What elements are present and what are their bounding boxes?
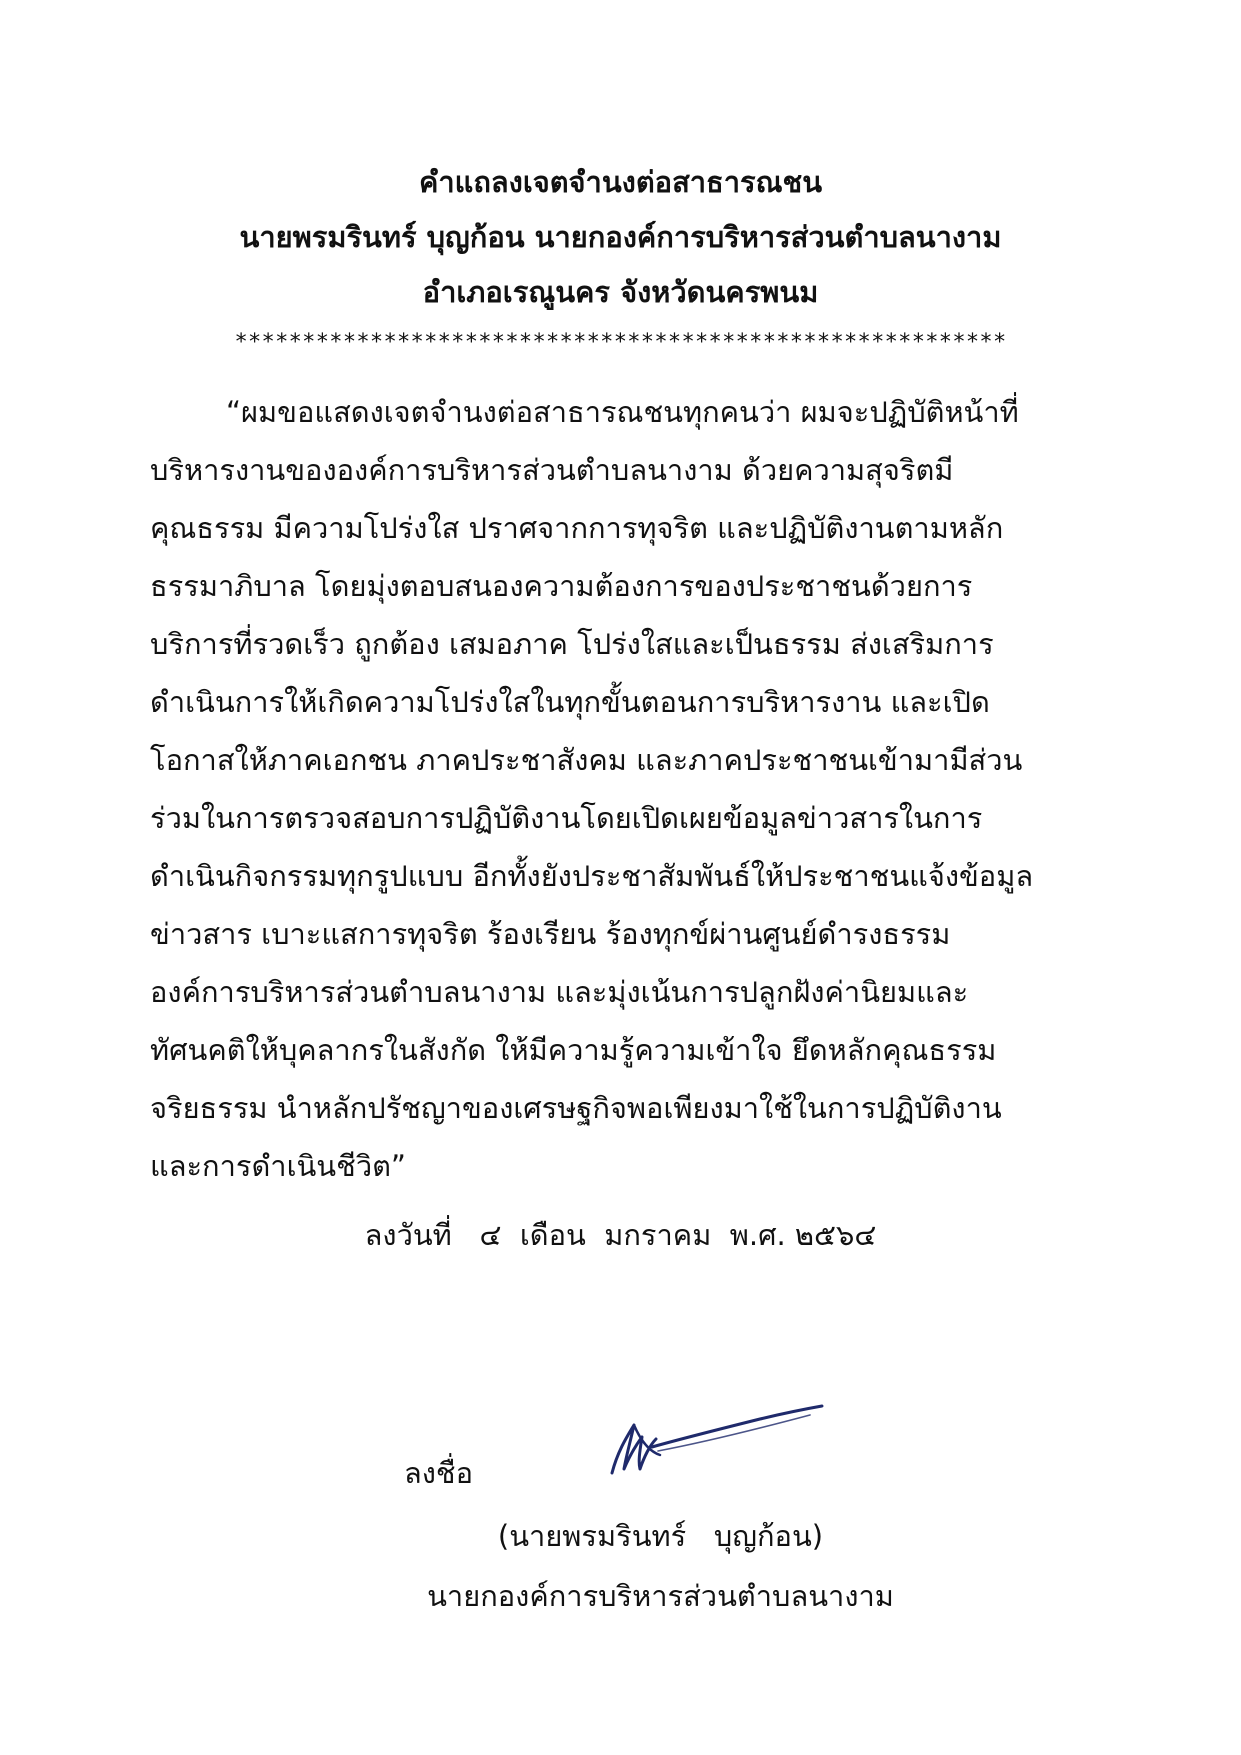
body-line: องค์การบริหารส่วนตำบลนางาม และมุ่งเน้นการปลูกฝังค่านิยมและ — [150, 975, 969, 1009]
handwritten-signature — [600, 1395, 830, 1485]
body-line: ดำเนินกิจกรรมทุกรูปแบบ อีกทั้งยังประชาสัมพันธ์ให้ประชาชนแจ้งข้อมูล — [150, 859, 1034, 893]
body-line: บริหารงานขององค์การบริหารส่วนตำบลนางาม ด้วยความสุจริตมี — [150, 453, 954, 487]
document-header — [0, 155, 1241, 320]
signer-title: นายกองค์การบริหารส่วนตำบลนางาม — [427, 1579, 894, 1613]
body-line: จริยธรรม นำหลักปรัชญาของเศรษฐกิจพอเพียงมาใช้ในการปฏิบัติงาน — [150, 1091, 1002, 1125]
body-line: บริการที่รวดเร็ว ถูกต้อง เสมอภาค โปร่งใสและเป็นธรรม ส่งเสริมการ — [150, 627, 994, 661]
body-line: โอกาสให้ภาคเอกชน ภาคประชาสังคม และภาคประชาชนเข้ามามีส่วน — [150, 743, 1023, 777]
body-line: และการดำเนินชีวิต” — [150, 1149, 406, 1183]
sign-label: ลงชื่อ — [404, 1456, 474, 1490]
body-line: “ผมขอแสดงเจตจำนงต่อสาธารณชนทุกคนว่า ผมจะปฏิบัติหน้าที่ — [226, 395, 1019, 429]
asterisk-separator: ********************************************************* — [234, 330, 1007, 355]
date-line: ลงวันที่ ๔ เดือน มกราคม พ.ศ. ๒๕๖๔ — [364, 1218, 877, 1252]
body-line: ข่าวสาร เบาะแสการทุจริต ร้องเรียน ร้องทุกข์ผ่านศูนย์ดำรงธรรม — [150, 917, 951, 951]
body-line: ดำเนินการให้เกิดความโปร่งใสในทุกขั้นตอนการบริหารงาน และเปิด — [150, 685, 990, 719]
header-name-position: นายพรมรินทร์ บุญก้อน นายกองค์การบริหารส่วนตำบลนางาม — [239, 220, 1002, 254]
body-line: คุณธรรม มีความโปร่งใส ปราศจากการทุจริต และปฏิบัติงานตามหลัก — [150, 511, 1004, 545]
signer-name: (นายพรมรินทร์ บุญก้อน) — [497, 1519, 824, 1553]
declaration-body — [150, 383, 1100, 1195]
body-line: ร่วมในการตรวจสอบการปฏิบัติงานโดยเปิดเผยข้อมูลข่าวสารในการ — [150, 801, 983, 835]
header-title: คำแถลงเจตจำนงต่อสาธารณชน — [418, 165, 823, 199]
header-location: อำเภอเรณูนคร จังหวัดนครพนม — [422, 275, 819, 309]
body-line: ธรรมาภิบาล โดยมุ่งตอบสนองความต้องการของประชาชนด้วยการ — [150, 569, 973, 603]
body-line: ทัศนคติให้บุคลากรในสังกัด ให้มีความรู้ความเข้าใจ ยึดหลักคุณธรรม — [150, 1033, 997, 1067]
